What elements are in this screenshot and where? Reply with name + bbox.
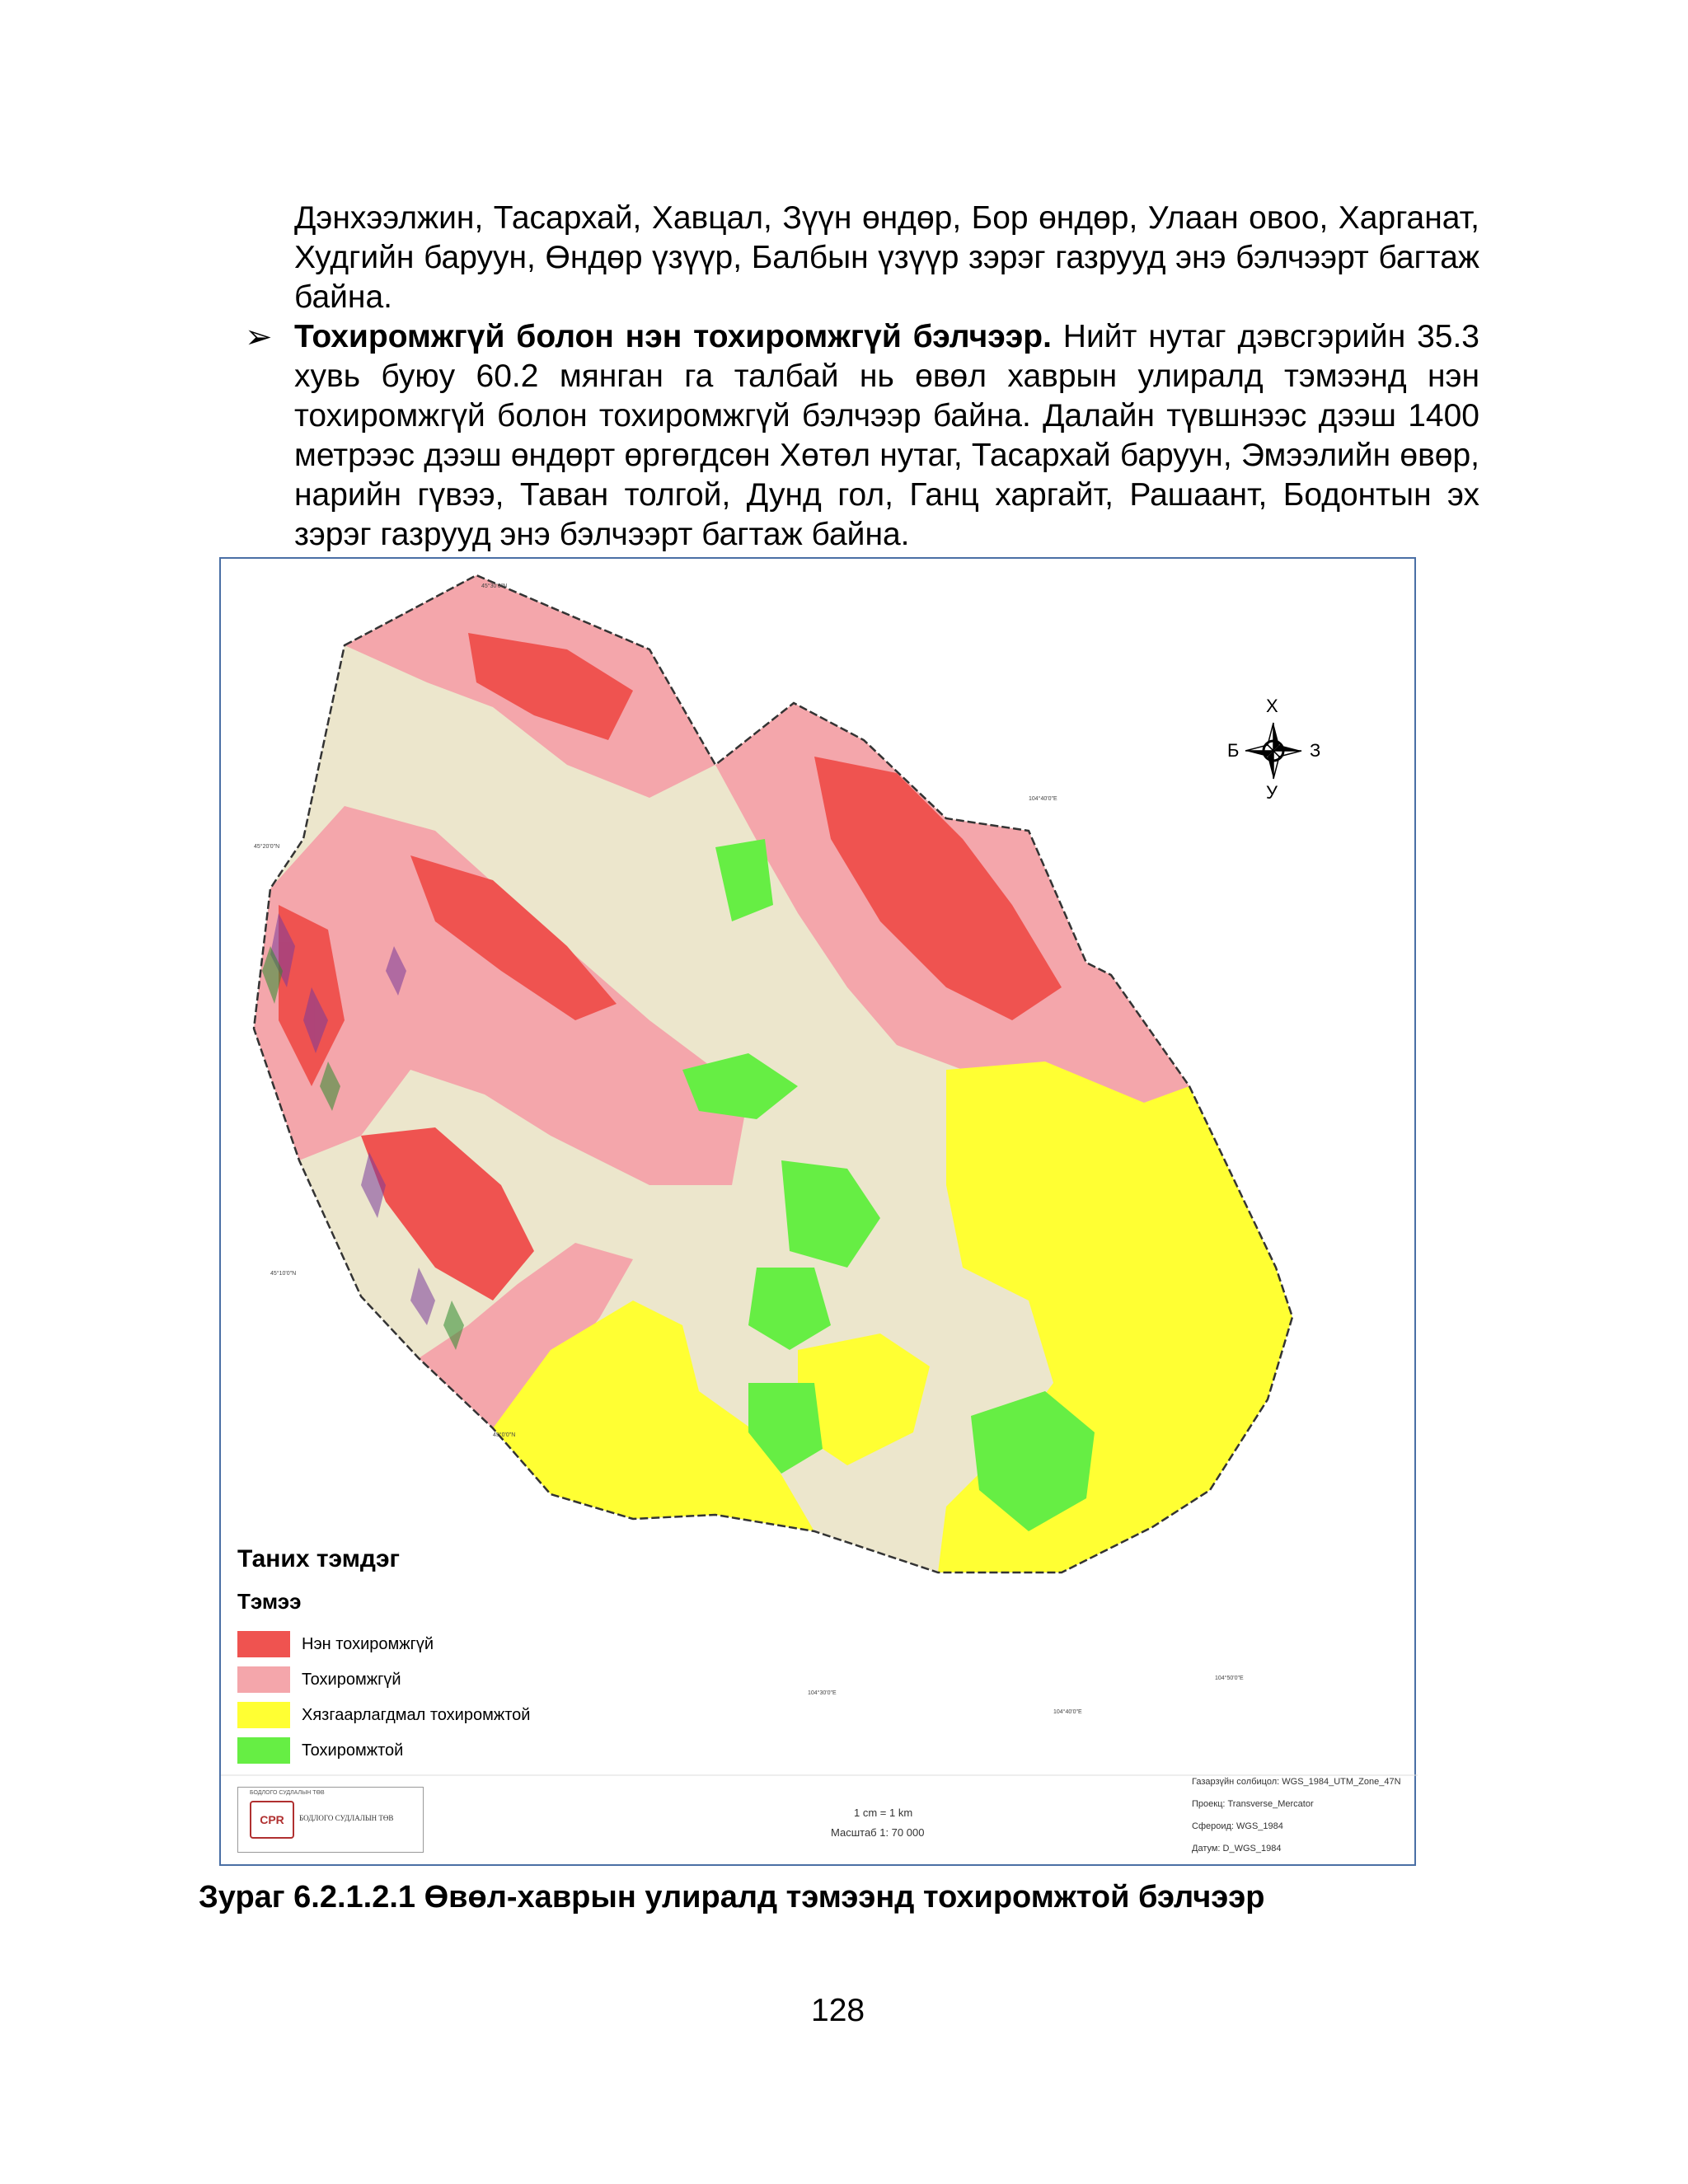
scale-ratio: 1 cm = 1 km	[854, 1807, 913, 1819]
page-number: 128	[811, 1993, 865, 2028]
scale-text: Масштаб 1: 70 000	[831, 1826, 925, 1839]
legend-label: Тохиромжгүй	[302, 1670, 401, 1689]
compass-west-label: Б	[1227, 740, 1240, 761]
legend-swatch	[237, 1737, 290, 1764]
legend-item-very-unsuitable	[237, 1630, 434, 1658]
logo-org-name: БОДЛОГО СУДЛАЛЫН ТӨВ	[299, 1814, 394, 1822]
projection-type: Проекц: Transverse_Mercator	[1192, 1799, 1314, 1809]
legend-swatch	[237, 1702, 290, 1728]
legend-swatch	[237, 1666, 290, 1693]
bullet-unsuitable-pasture	[245, 317, 1479, 555]
bullet-paragraph	[294, 317, 1479, 555]
coord-label: 45°10'0"N	[270, 1271, 297, 1277]
legend-subtitle: Тэмээ	[237, 1589, 302, 1614]
legend-item-unsuitable	[237, 1666, 401, 1694]
coord-label: 104°40'0"E	[1029, 796, 1057, 802]
compass-north-label: Х	[1266, 696, 1278, 716]
compass-south-label: У	[1266, 782, 1278, 803]
projection-spheroid: Сфероид: WGS_1984	[1192, 1821, 1283, 1831]
legend-label: Хязгаарлагдмал тохиромжтой	[302, 1705, 531, 1724]
logo-seal: CPR	[250, 1801, 294, 1839]
projection-coord-system: Газарзүйн солбицол: WGS_1984_UTM_Zone_47N	[1192, 1777, 1401, 1787]
paragraph-continuation: Дэнхээлжин, Тасархай, Хавцал, Зүүн өндөр, Бор өндөр, Улаан овоо, Харганат, Худгийн баруун, Өндөр үзүүр, Балбын үзүүр зэрэг газрууд энэ бэлчээрт багтаж байна.	[294, 200, 1479, 315]
legend-item-limited	[237, 1701, 530, 1729]
coord-label: 104°40'0"E	[1053, 1709, 1082, 1715]
legend-label: Тохиромжтой	[302, 1741, 404, 1760]
arrow-bullet-icon: ➢	[245, 319, 273, 355]
legend-item-suitable	[237, 1736, 403, 1765]
logo-top-text: БОДЛОГО СУДЛАЛЫН ТӨВ	[250, 1790, 325, 1796]
compass-east-label: З	[1310, 740, 1321, 761]
legend-swatch	[237, 1631, 290, 1657]
figure-caption: Зураг 6.2.1.2.1 Өвөл-хаврын улиралд тэмээнд тохиромжтой бэлчээр	[199, 1880, 1265, 1915]
map-figure	[219, 557, 1416, 1866]
coord-label: 45°30'0"N	[481, 583, 508, 589]
projection-datum: Датум: D_WGS_1984	[1192, 1844, 1282, 1854]
coord-label: 104°50'0"E	[1215, 1675, 1244, 1681]
compass-rose-icon	[1245, 723, 1301, 779]
coord-label: 104°30'0"E	[808, 1690, 837, 1696]
legend-label: Нэн тохиромжгүй	[302, 1634, 434, 1653]
coord-label: 45°20'0"N	[254, 844, 280, 850]
bullet-body: Нийт нутаг дэвсгэрийн 35.3 хувь буюу 60.2 мянган га талбай нь өвөл хаврын улиралд тэмээнд нэн тохиромжгүй болон тохиромжгүй бэлчээр байна. Далайн түвшнээс дээш 1400 метрээс дээш өндөрт өргөгдсөн Хөтөл нутаг, Тасархай баруун, Эмээлийн өвөр, нарийн гүвээ, Таван толгой, Дунд гол, Ганц харгайт, Рашаант, Бодонтын эх зэрэг газрууд энэ бэлчээрт багтаж байна.	[294, 319, 1479, 552]
legend-title: Таних тэмдэг	[237, 1545, 401, 1572]
bullet-heading: Тохиромжгүй болон нэн тохиромжгүй бэлчээр.	[294, 319, 1052, 354]
coord-label: 45°0'0"N	[493, 1432, 516, 1438]
institution-logo	[237, 1787, 424, 1853]
